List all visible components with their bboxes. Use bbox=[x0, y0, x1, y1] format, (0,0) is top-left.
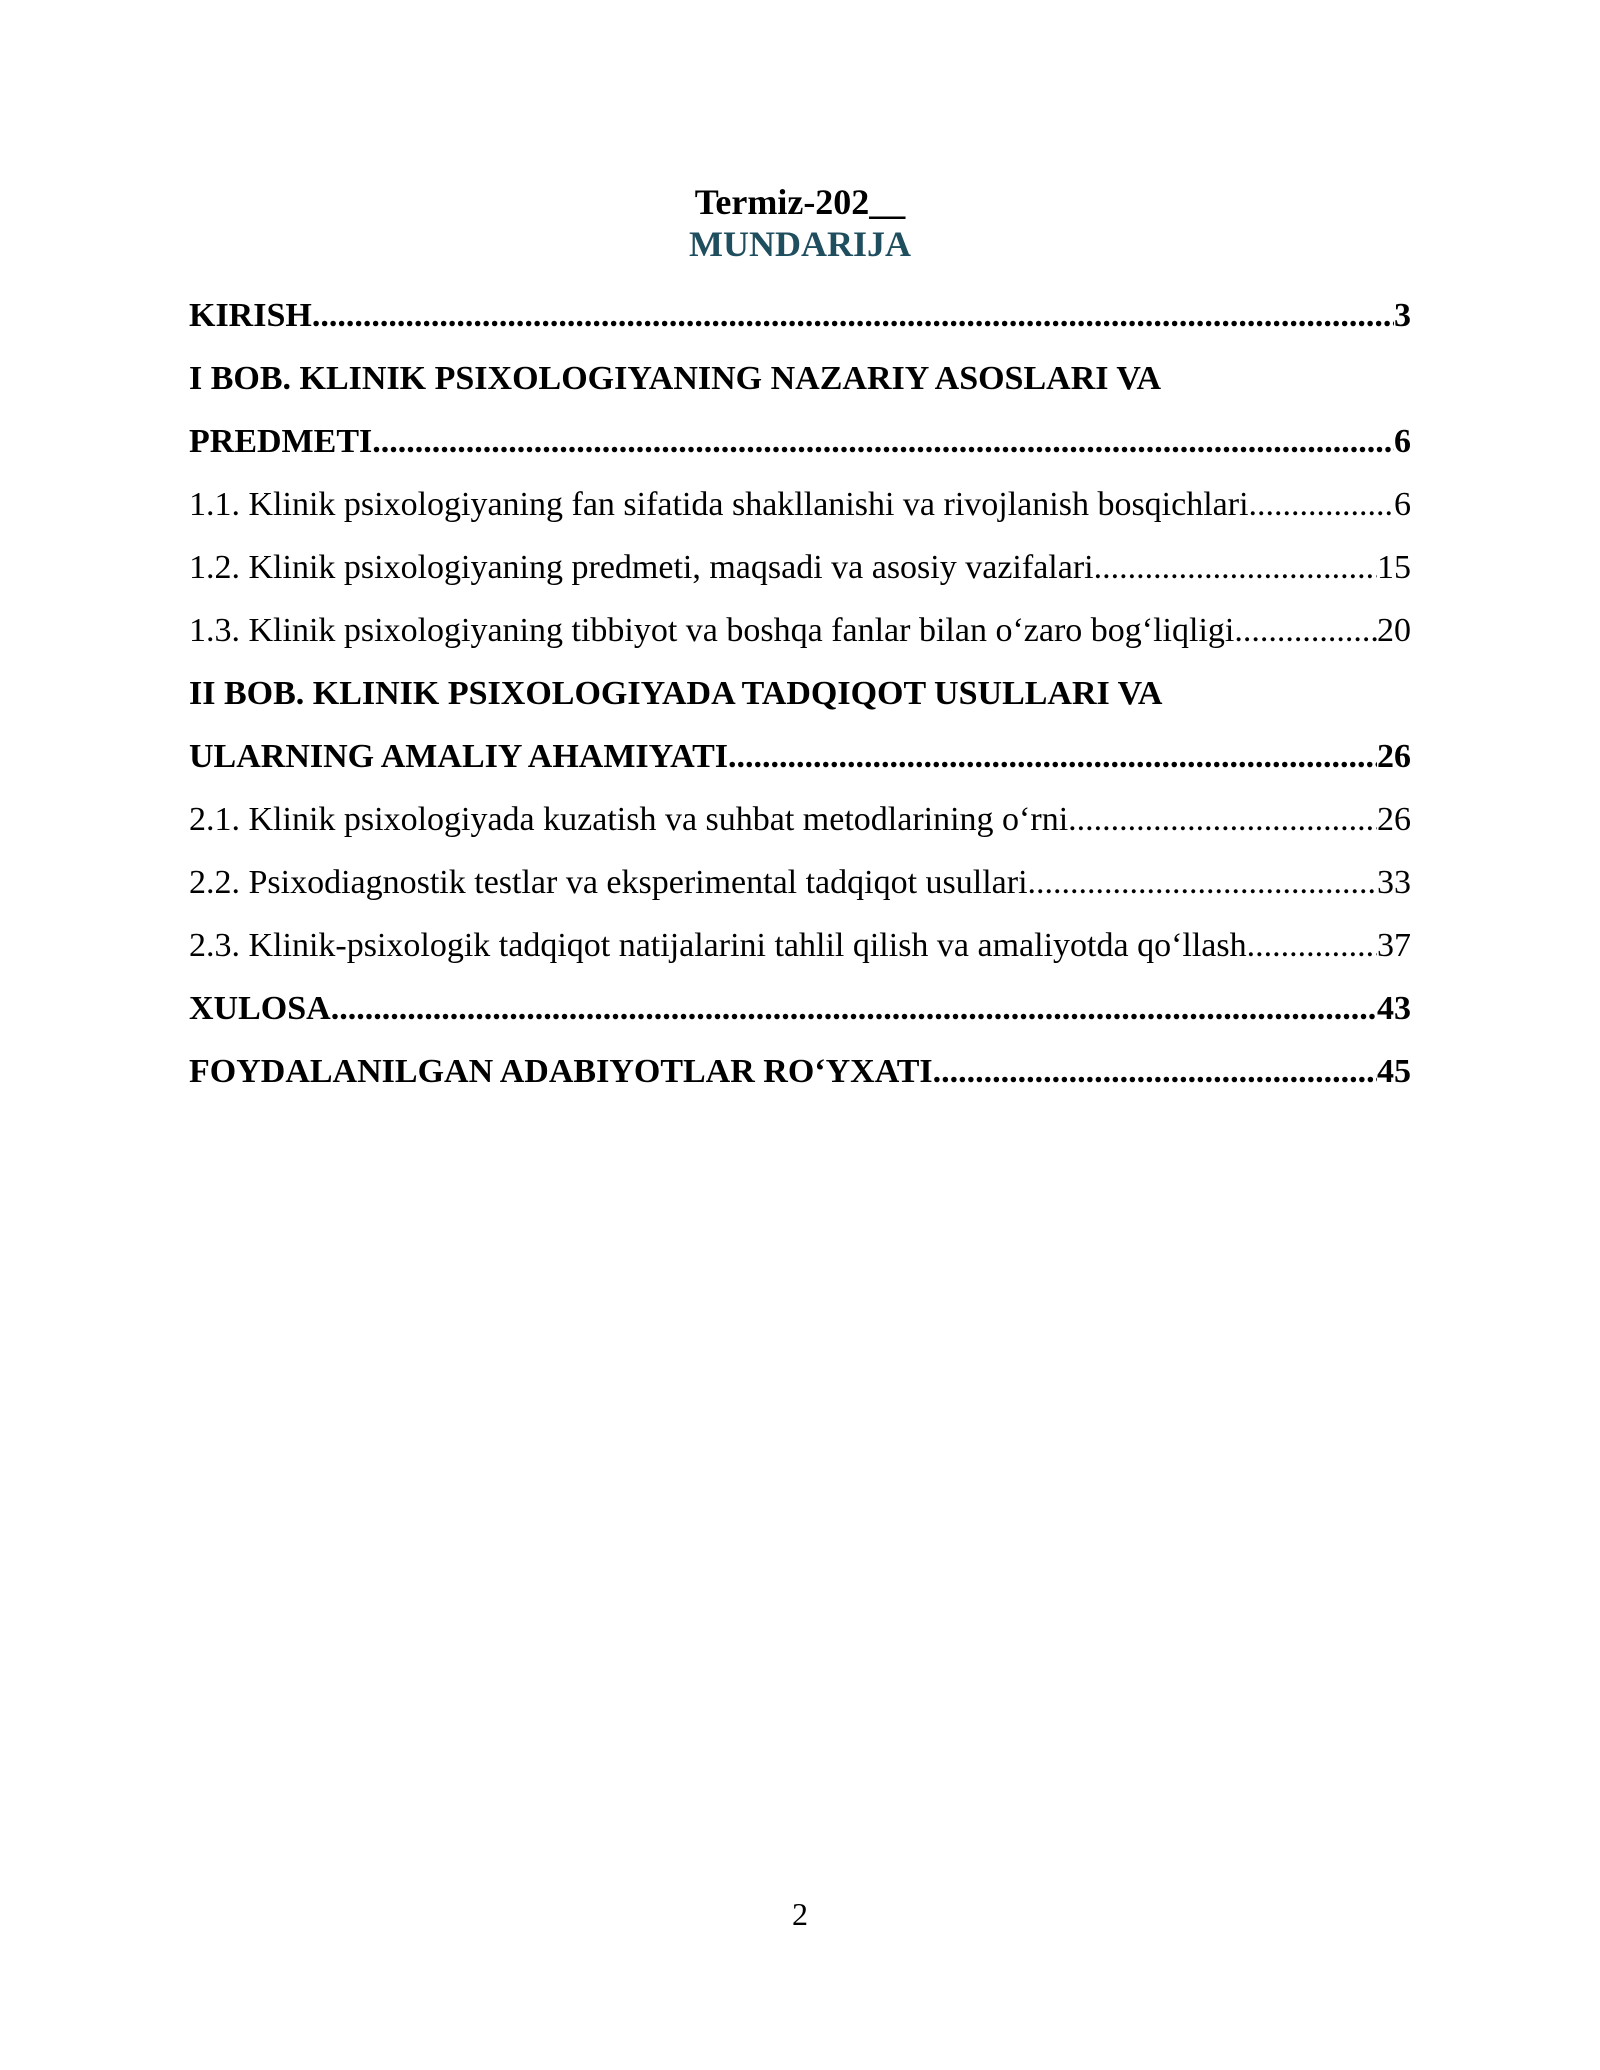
toc-entry-page: 45 bbox=[1377, 1053, 1411, 1090]
toc-leader-dots bbox=[331, 977, 1377, 1040]
toc-entry-label: 1.2. Klinik psixologiyaning predmeti, maqsadi va asosiy vazifalari bbox=[189, 549, 1094, 586]
toc-entry[interactable] bbox=[189, 788, 1411, 851]
toc-entry-label: FOYDALANILGAN ADABIYOTLAR RO‘YXATI bbox=[189, 1053, 933, 1090]
toc-leader-dots bbox=[728, 725, 1377, 788]
toc-entry-page: 15 bbox=[1377, 549, 1411, 586]
toc-entry[interactable] bbox=[189, 662, 1411, 725]
toc-entry[interactable] bbox=[189, 977, 1411, 1040]
toc-entry-label: 1.1. Klinik psixologiyaning fan sifatida shakllanishi va rivojlanish bosqichlari bbox=[189, 486, 1249, 523]
toc-entry[interactable] bbox=[189, 347, 1411, 410]
toc-title: MUNDARIJA bbox=[689, 224, 911, 264]
toc-leader-dots bbox=[1247, 914, 1377, 977]
toc-leader-dots bbox=[1234, 599, 1377, 662]
toc-entry[interactable] bbox=[189, 536, 1411, 599]
toc-entry[interactable] bbox=[189, 914, 1411, 977]
toc-leader-dots bbox=[1094, 536, 1377, 599]
toc-leader-dots bbox=[372, 410, 1394, 473]
toc-entry-label: II BOB. KLINIK PSIXOLOGIYADA TADQIQOT USULLARI VA bbox=[189, 675, 1163, 712]
toc-entry[interactable] bbox=[189, 1040, 1411, 1103]
city-year-heading: Termiz-202__ bbox=[694, 182, 906, 222]
toc-entry-label: 2.1. Klinik psixologiyada kuzatish va suhbat metodlarining o‘rni bbox=[189, 801, 1069, 838]
toc-leader-dots bbox=[1028, 851, 1377, 914]
table-of-contents bbox=[189, 284, 1411, 1103]
toc-leader-dots bbox=[312, 284, 1394, 347]
page-number: 2 bbox=[792, 1896, 808, 1932]
toc-entry-label: I BOB. KLINIK PSIXOLOGIYANING NAZARIY ASOSLARI VA bbox=[189, 360, 1162, 397]
toc-entry-page: 37 bbox=[1377, 927, 1411, 964]
toc-entry[interactable] bbox=[189, 410, 1411, 473]
toc-entry[interactable] bbox=[189, 599, 1411, 662]
toc-entry-page: 6 bbox=[1394, 423, 1411, 460]
toc-entry-label: ULARNING AMALIY AHAMIYATI bbox=[189, 738, 729, 775]
toc-entry-label: PREDMETI bbox=[189, 423, 373, 460]
toc-entry-page: 26 bbox=[1377, 801, 1411, 838]
toc-entry-page: 26 bbox=[1377, 738, 1411, 775]
toc-entry-page: 3 bbox=[1394, 297, 1411, 334]
toc-entry-label: 2.2. Psixodiagnostik testlar va eksperimental tadqiqot usullari bbox=[189, 864, 1028, 901]
toc-entry-label: 2.3. Klinik-psixologik tadqiqot natijalarini tahlil qilish va amaliyotda qo‘llash bbox=[189, 927, 1247, 964]
toc-entry-label: KIRISH bbox=[189, 297, 312, 334]
toc-leader-dots bbox=[1249, 473, 1394, 536]
toc-entry-page: 20 bbox=[1377, 612, 1411, 649]
toc-entry[interactable] bbox=[189, 725, 1411, 788]
toc-leader-dots bbox=[933, 1040, 1377, 1103]
toc-entry[interactable] bbox=[189, 473, 1411, 536]
toc-entry-label: XULOSA bbox=[189, 990, 331, 1027]
toc-leader-dots bbox=[1068, 788, 1377, 851]
toc-entry-page: 43 bbox=[1377, 990, 1411, 1027]
toc-entry-label: 1.3. Klinik psixologiyaning tibbiyot va boshqa fanlar bilan o‘zaro bog‘liqligi bbox=[189, 612, 1235, 649]
toc-entry-page: 33 bbox=[1377, 864, 1411, 901]
toc-entry-page: 6 bbox=[1394, 486, 1411, 523]
toc-entry[interactable] bbox=[189, 851, 1411, 914]
toc-entry[interactable] bbox=[189, 284, 1411, 347]
